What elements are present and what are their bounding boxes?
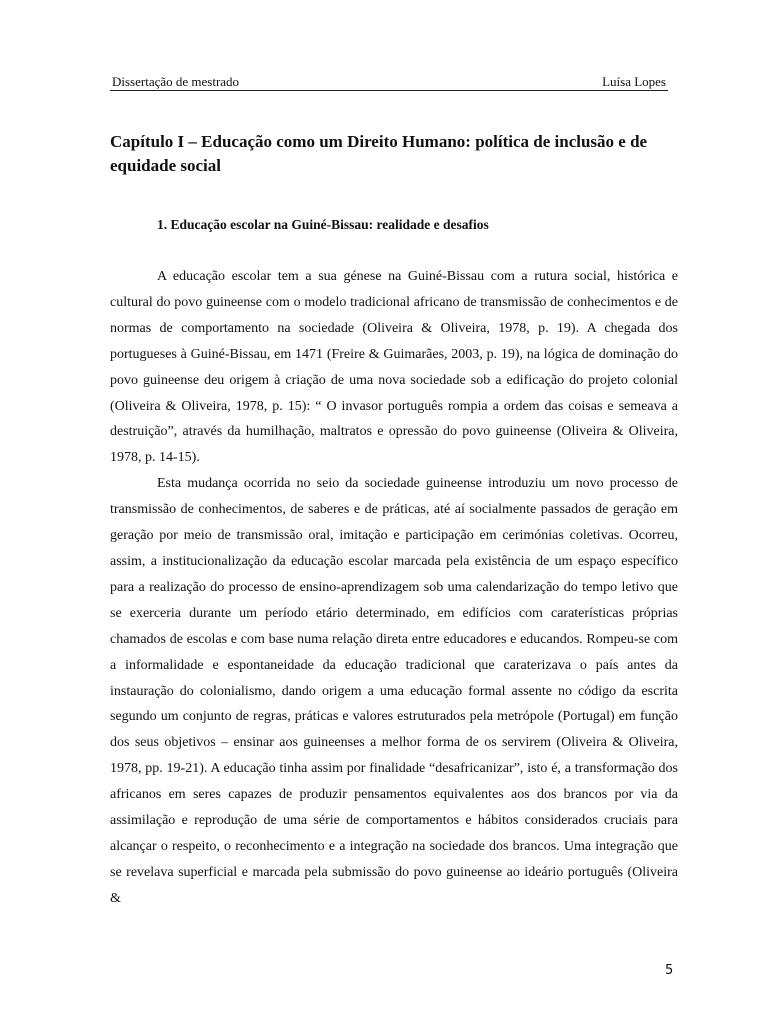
header-document-type: Dissertação de mestrado [112,74,240,89]
paragraph: A educação escolar tem a sua génese na Guiné-Bissau com a rutura social, histórica e cultural do povo guineense com o modelo tradicional africano de transmissão de conhecimentos e de normas de comportamento na sociedade (Oliveira & Oliveira, 1978, p. 19). A chegada dos portugueses à Guiné-Bissau, em 1471 (Freire & Guimarães, 2003, p. 19), na lógica de dominação do povo guineense deu origem à criação de uma nova sociedade sob a edificação do projeto colonial (Oliveira & Oliveira, 1978, p. 15): “ O invasor português rompia a ordem das coisas e semeava a destruição”, através da humilhação, maltratos e opressão do povo guineense (Oliveira & Oliveira, 1978, p. 14-15). [110,269,678,466]
page-number: 5 [665,963,674,978]
chapter-title: Capítulo I – Educação como um Direito Humano: política de inclusão e de equidade social [110,132,648,175]
running-header [110,74,668,91]
header-author: Luísa Lopes [602,74,666,89]
section-title: 1. Educação escolar na Guiné-Bissau: realidade e desafios [157,217,489,232]
body-text [110,264,678,912]
paragraph: Esta mudança ocorrida no seio da sociedade guineense introduziu um novo processo de transmissão de conhecimentos, de saberes e de práticas, até aí socialmente passados de geração em geração por meio de transmissão oral, imitação e participação em cerimónias coletivas. Ocorreu, assim, a institucionalização da educação escolar marcada pela existência de um espaço específico para a realização do processo de ensino-aprendizagem sob uma calendarização do tempo letivo que se exerceria durante um período etário determinado, em edifícios com caraterísticas próprias chamados de escolas e com base numa relação direta entre educadores e educandos. Rompeu-se com a informalidade e espontaneidade da educação tradicional que caraterizava o país antes da instauração do colonialismo, dando origem a uma educação formal assente no código da escrita segundo um conjunto de regras, práticas e valores estruturados pela metrópole (Portugal) em função dos seus objetivos – ensinar aos guineenses a melhor forma de os servirem (Oliveira & Oliveira, 1978, pp. 19-21). A educação tinha assim por finalidade “desafricanizar”, isto é, a transformação dos africanos em seres capazes de produzir pensamentos equivalentes aos dos brancos por via da assimilação e reprodução de uma série de comportamentos e hábitos considerados cruciais para alcançar o respeito, o reconhecimento e a integração na sociedade dos brancos. Uma integração que se revelava superficial e marcada pela submissão do povo guineense ao ideário português (Oliveira & [110,476,678,906]
